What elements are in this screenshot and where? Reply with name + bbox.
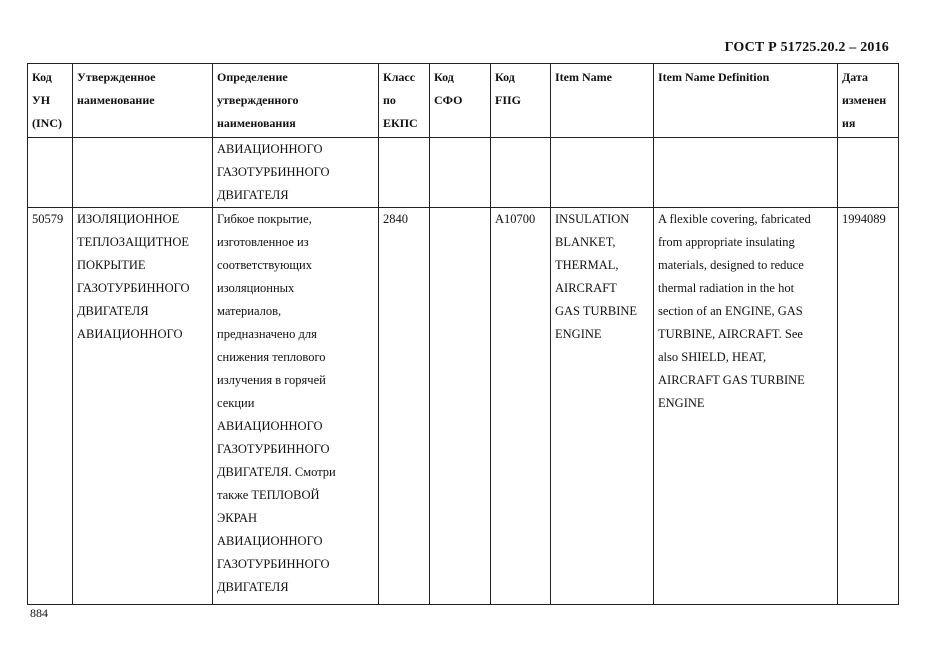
text-line: секции: [217, 396, 255, 410]
table-row-continued: [28, 138, 899, 208]
text-line: Код: [495, 70, 515, 84]
text-line: ДВИГАТЕЛЯ: [217, 188, 289, 202]
cell-sfo: [430, 208, 491, 605]
cell-empty: [654, 138, 838, 208]
text-line: GAS TURBINE: [555, 304, 638, 318]
col-header-date: [838, 64, 899, 138]
text-line: АВИАЦИОННОГО: [217, 419, 323, 433]
cell-class: 2840: [379, 208, 430, 605]
text-line: Класс: [383, 70, 416, 84]
col-header-item-definition: [654, 64, 838, 138]
col-header-item-name: [551, 64, 654, 138]
text-line: утвержденного: [217, 93, 299, 107]
cell-empty: [28, 138, 73, 208]
text-line: (INC): [32, 116, 62, 130]
text-line: AIRCRAFT: [555, 281, 617, 295]
text-line: Код: [434, 70, 454, 84]
text-line: соответствующих: [217, 258, 312, 272]
col-header-approved-name: [73, 64, 213, 138]
text-line: Item Name: [555, 70, 612, 84]
cell-date: 1994089: [838, 208, 899, 605]
cell-item-name: [551, 208, 654, 605]
text-line: также ТЕПЛОВОЙ: [217, 488, 320, 502]
cell-empty: [551, 138, 654, 208]
text-line: ДВИГАТЕЛЯ: [77, 304, 149, 318]
text-line: Item Name Definition: [658, 70, 770, 84]
page-number: 884: [30, 606, 48, 620]
col-header-class: [379, 64, 430, 138]
text-line: ДВИГАТЕЛЯ: [217, 580, 289, 594]
col-header-definition: [213, 64, 379, 138]
cell-inc: 50579: [28, 208, 73, 605]
text-line: ГАЗОТУРБИННОГО: [77, 281, 190, 295]
text-line: Утвержденное: [77, 70, 156, 84]
text-line: наименование: [77, 93, 155, 107]
text-line: TURBINE, AIRCRAFT. See: [658, 327, 803, 341]
text-line: A flexible covering, fabricated: [658, 212, 811, 226]
text-line: thermal radiation in the hot: [658, 281, 795, 295]
text-line: ИЗОЛЯЦИОННОЕ: [77, 212, 180, 226]
text-line: ЭКРАН: [217, 511, 257, 525]
text-line: Гибкое покрытие,: [217, 212, 312, 226]
text-line: ТЕПЛОЗАЩИТНОЕ: [77, 235, 190, 249]
cell-definition-continued: [213, 138, 379, 208]
text-line: also SHIELD, HEAT,: [658, 350, 767, 364]
col-header-fiig: [491, 64, 551, 138]
text-line: Определение: [217, 70, 288, 84]
text-line: AIRCRAFT GAS TURBINE: [658, 373, 805, 387]
cell-empty: [73, 138, 213, 208]
text-line: Код: [32, 70, 52, 84]
text-line: materials, designed to reduce: [658, 258, 804, 272]
text-line: Дата: [842, 70, 868, 84]
text-line: АВИАЦИОННОГО: [77, 327, 183, 341]
cell-empty: [430, 138, 491, 208]
text-line: ия: [842, 116, 856, 130]
text-line: ГАЗОТУРБИННОГО: [217, 442, 330, 456]
text-line: АВИАЦИОННОГО: [217, 142, 323, 156]
col-header-inc: [28, 64, 73, 138]
text-line: FIIG: [495, 93, 522, 107]
text-line: УН: [32, 93, 51, 107]
cell-approved-name: [73, 208, 213, 605]
cell-empty: [838, 138, 899, 208]
text-line: изменен: [842, 93, 887, 107]
table-row: [28, 208, 899, 605]
text-line: INSULATION: [555, 212, 630, 226]
text-line: from appropriate insulating: [658, 235, 795, 249]
text-line: ДВИГАТЕЛЯ. Смотри: [217, 465, 336, 479]
text-line: BLANKET,: [555, 235, 616, 249]
text-line: section of an ENGINE, GAS: [658, 304, 803, 318]
text-line: THERMAL,: [555, 258, 619, 272]
cell-fiig: A10700: [491, 208, 551, 605]
text-line: ENGINE: [658, 396, 705, 410]
text-line: ГАЗОТУРБИННОГО: [217, 165, 330, 179]
text-line: ГАЗОТУРБИННОГО: [217, 557, 330, 571]
text-line: ПОКРЫТИЕ: [77, 258, 146, 272]
text-line: наименования: [217, 116, 296, 130]
text-line: по: [383, 93, 396, 107]
header-row: [28, 64, 899, 138]
cell-item-definition: [654, 208, 838, 605]
cell-definition: [213, 208, 379, 605]
text-line: СФО: [434, 93, 463, 107]
text-line: изоляционных: [217, 281, 295, 295]
text-line: ЕКПС: [383, 116, 418, 130]
text-line: материалов,: [217, 304, 282, 318]
item-table: [27, 63, 899, 605]
text-line: АВИАЦИОННОГО: [217, 534, 323, 548]
col-header-sfo: [430, 64, 491, 138]
cell-empty: [491, 138, 551, 208]
cell-empty: [379, 138, 430, 208]
text-line: ENGINE: [555, 327, 602, 341]
text-line: предназначено для: [217, 327, 317, 341]
text-line: снижения теплового: [217, 350, 326, 364]
text-line: излучения в горячей: [217, 373, 326, 387]
text-line: изготовленное из: [217, 235, 309, 249]
document-header: ГОСТ Р 51725.20.2 – 2016: [724, 40, 889, 55]
